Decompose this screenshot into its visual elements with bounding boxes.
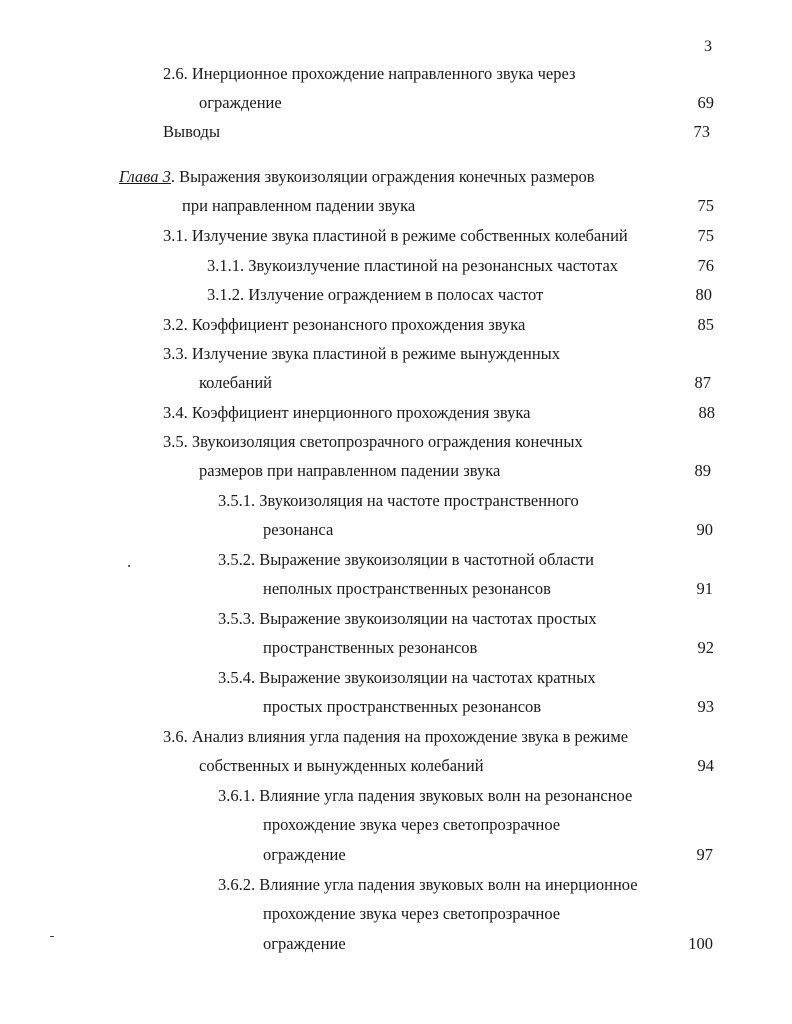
toc-entry-3-5-1-line1: 3.5.1. Звукоизоляция на частоте пространственного [218,491,579,510]
toc-entry-3-6-1-line2: прохождение звука через светопрозрачное [263,815,561,834]
toc-page-3-5-3: 92 [697,638,714,657]
toc-page-3-1-2: 80 [695,285,712,304]
toc-page-3-5: 89 [694,461,711,480]
toc-entry-3-6-1-line3: ограждение [263,845,346,864]
toc-entry-3-5-3-line2: пространственных резонансов [263,638,478,657]
toc-entry-3-1-1: 3.1.1. Звукоизлучение пластиной на резонансных частотах [207,256,619,275]
toc-entry-3-5-4-line1: 3.5.4. Выражение звукоизоляции на частотах кратных [218,668,596,687]
toc-entry-3-6-1-line1: 3.6.1. Влияние угла падения звуковых волн на резонансное [218,786,633,805]
toc-page-chapter-3: 75 [697,196,714,215]
toc-entry-3-4: 3.4. Коэффициент инерционного прохождения звука [163,403,531,422]
toc-entry-3-5-4-line2: простых пространственных резонансов [263,697,542,716]
toc-entry-3-5-1-line2: резонанса [263,520,334,539]
toc-entry-2-6-line1: 2.6. Инерционное прохождение направленного звука через [163,64,576,83]
toc-page-3-6-1: 97 [696,845,713,864]
toc-page-3-5-2: 91 [696,579,713,598]
toc-page-3-1: 75 [697,226,714,245]
toc-page-3-6: 94 [697,756,714,775]
toc-chapter-3-line1 [119,167,595,187]
toc-entry-3-5-line1: 3.5. Звукоизоляция светопрозрачного ограждения конечных [163,432,583,451]
toc-page-3-5-4: 93 [697,697,714,716]
toc-entry-3-6-2-line3: ограждение [263,934,346,953]
scan-speck [128,565,130,567]
chapter-label: Глава 3 [119,167,171,186]
toc-page-3-2: 85 [697,315,714,334]
toc-entry-3-5-line2: размеров при направленном падении звука [199,461,501,480]
chapter-title: . Выражения звукоизоляции ограждения конечных размеров [170,167,595,186]
toc-page-2-6: 69 [697,93,714,112]
toc-entry-3-1-2: 3.1.2. Излучение ограждением в полосах частот [207,285,544,304]
toc-page-3-4: 88 [698,403,715,422]
toc-entry-3-6-line1: 3.6. Анализ влияния угла падения на прохождение звука в режиме [163,727,629,746]
toc-entry-3-3-line2: колебаний [199,373,272,392]
toc-entry-3-3-line1: 3.3. Излучение звука пластиной в режиме вынужденных [163,344,560,363]
toc-entry-3-5-2-line2: неполных пространственных резонансов [263,579,551,598]
toc-entry-3-5-2-line1: 3.5.2. Выражение звукоизоляции в частотной области [218,550,594,569]
toc-entry-3-5-3-line1: 3.5.3. Выражение звукоизоляции на частотах простых [218,609,597,628]
toc-page-3-5-1: 90 [696,520,713,539]
toc-chapter-3-line2: при направленном падении звука [182,196,416,215]
toc-page-3-1-1: 76 [697,256,714,275]
toc-page-3-3: 87 [694,373,711,392]
toc-entry-3-1: 3.1. Излучение звука пластиной в режиме собственных колебаний [163,226,628,245]
toc-entry-3-6-2-line1: 3.6.2. Влияние угла падения звуковых волн на инерционное [218,875,638,894]
toc-page-conclusions: 73 [693,122,710,141]
toc-entry-3-2: 3.2. Коэффициент резонансного прохождения звука [163,315,526,334]
scan-speck [50,936,54,937]
toc-entry-3-6-line2: собственных и вынужденных колебаний [199,756,484,775]
toc-page-3-6-2: 100 [688,934,713,953]
page-number: 3 [704,38,712,55]
toc-entry-2-6-line2: ограждение [199,93,282,112]
toc-entry-conclusions: Выводы [163,122,221,141]
toc-entry-3-6-2-line2: прохождение звука через светопрозрачное [263,904,561,923]
